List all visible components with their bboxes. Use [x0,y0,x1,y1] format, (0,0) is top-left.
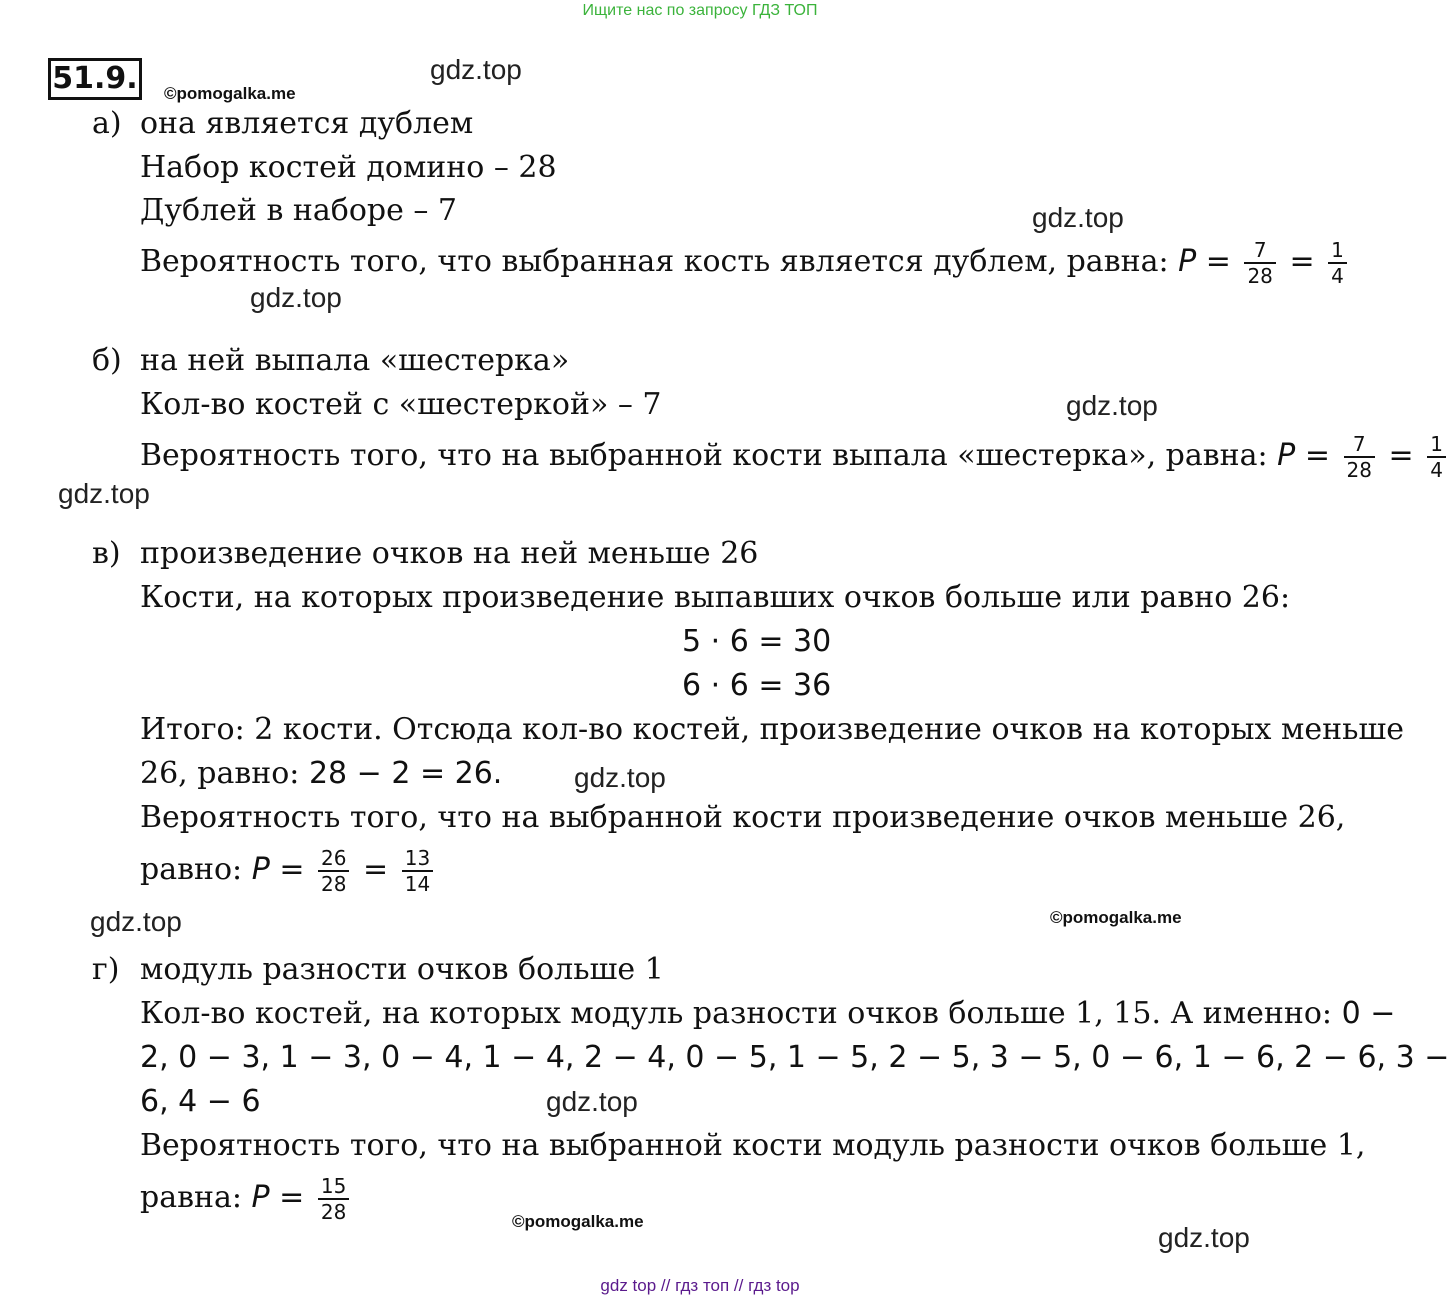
part-a-line2: Дублей в наборе – 7 [140,193,457,228]
part-a-heading: она является дублем [140,106,474,141]
copyright-watermark: ©pomogalka.me [512,1212,644,1231]
part-v-label: в) [92,536,121,571]
part-b-label: б) [92,343,122,378]
equals-sign: = [1289,244,1315,279]
fraction: $\frac{7}{28}$ [1244,238,1275,288]
top-banner: Ищите нас по запросу ГДЗ ТОП [582,2,818,19]
equals-sign: = [1205,244,1231,279]
part-g-label: г) [92,952,120,987]
part-b-heading: на ней выпала «шестерка» [140,343,570,378]
fraction: $\frac{13}{14}$ [402,846,433,896]
part-v-line2: Итого: 2 кости. Отсюда кол-во костей, произведение очков на которых меньше [140,712,1405,747]
part-b-prob-text: Вероятность того, что на выбранной кости выпала «шестерка», равна: [140,438,1268,473]
task-number: 51.9. [48,58,142,100]
fraction: $\frac{7}{28}$ [1344,432,1375,482]
equals-sign: = [1304,438,1330,473]
gdz-watermark: gdz.top [430,54,522,85]
part-g-probability: равна: P = $\frac{15}{28}$ [140,1174,353,1224]
gdz-watermark: gdz.top [546,1086,638,1117]
gdz-watermark: gdz.top [1032,202,1124,233]
gdz-watermark: gdz.top [58,478,150,509]
fraction: $\frac{15}{28}$ [318,1174,349,1224]
part-a-label: а) [92,106,122,141]
equals-sign: = [279,1180,305,1215]
equals-sign: = [279,852,305,887]
part-b-line1: Кол-во костей с «шестеркой» – 7 [140,387,662,422]
part-a-probability [140,238,1351,288]
difference-expression: 28 − 2 = 26. [308,756,503,791]
p-symbol: P [1277,438,1296,473]
part-v-line4: Вероятность того, что на выбранной кости произведение очков меньше 26, [140,800,1346,835]
copyright-watermark: ©pomogalka.me [164,84,296,103]
part-g-pairs: 2, 0 − 3, 1 − 3, 0 − 4, 1 − 4, 2 − 4, 0 − 5, 1 − 5, 2 − 5, 3 − 5, 0 − 6, 1 − 6, 2 − 6, 3 − [140,1040,1450,1075]
gdz-watermark: gdz.top [1066,390,1158,421]
part-b-probability [140,432,1450,482]
p-symbol: P [251,1180,270,1215]
fraction: $\frac{1}{4}$ [1427,432,1446,482]
gdz-watermark: gdz.top [574,762,666,793]
calc-line-1: 5 · 6 = 30 [682,624,832,659]
fraction: $\frac{1}{4}$ [1328,238,1347,288]
part-v-probability: равно: P = $\frac{26}{28}$ = $\frac{13}{14}$ [140,846,437,896]
part-g-pairs-end: 6, 4 − 6 [140,1084,261,1119]
part-g-line1: Кол-во костей, на которых модуль разности очков больше 1, 15. А именно: 0 − [140,996,1396,1031]
calc-line-2: 6 · 6 = 36 [682,668,832,703]
gdz-watermark: gdz.top [90,906,182,937]
p-symbol: P [1178,244,1197,279]
gdz-watermark: gdz.top [250,282,342,313]
part-a-line1: Набор костей домино – 28 [140,150,557,185]
part-v-line1: Кости, на которых произведение выпавших очков больше или равно 26: [140,580,1291,615]
footer-links: gdz top // гдз топ // гдз top [600,1276,800,1295]
equals-sign: = [1388,438,1414,473]
p-symbol: P [251,852,270,887]
part-v-line3: 26, равно: 28 − 2 = 26. [140,756,503,791]
part-a-prob-text: Вероятность того, что выбранная кость является дублем, равна: [140,244,1169,279]
gdz-watermark: gdz.top [1158,1222,1250,1253]
copyright-watermark: ©pomogalka.me [1050,908,1182,927]
part-v-heading: произведение очков на ней меньше 26 [140,536,759,571]
part-g-heading: модуль разности очков больше 1 [140,952,664,987]
part-g-line4: Вероятность того, что на выбранной кости модуль разности очков больше 1, [140,1128,1366,1163]
fraction: $\frac{26}{28}$ [318,846,349,896]
equals-sign: = [363,852,389,887]
